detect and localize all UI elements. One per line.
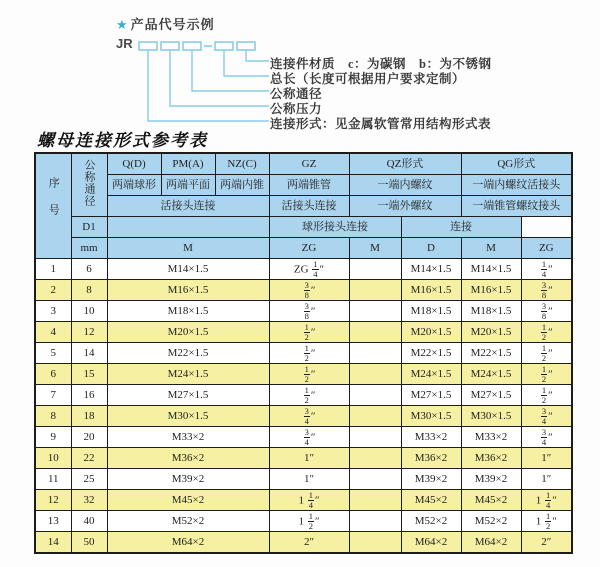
cell-qz-m xyxy=(349,343,401,364)
table-row xyxy=(35,532,572,554)
cell-qg-m: M52×2 xyxy=(461,511,521,532)
cell-gz-zg: ZG $\frac{1}{4}$ ″ xyxy=(269,259,349,280)
table-row xyxy=(35,301,572,322)
cell-qz-m xyxy=(349,469,401,490)
cell-dn: 20 xyxy=(71,427,107,448)
header-qg-zg: ZG xyxy=(521,238,572,259)
cell-qz-m xyxy=(349,259,401,280)
cell-gz-zg: 1″ xyxy=(269,469,349,490)
header-q-ends: 两端球形 xyxy=(107,175,161,196)
cell-gz-zg: $\frac{3}{8}$ ″ xyxy=(269,280,349,301)
header-gz-ends: 两端锥管 xyxy=(269,175,349,196)
header-empty-1 xyxy=(107,217,269,238)
cell-qz-d: M24×1.5 xyxy=(401,364,461,385)
cell-gz-zg: $\frac{3}{4}$ ″ xyxy=(269,406,349,427)
cell-qg-zg: 1″ xyxy=(521,469,572,490)
cell-qz-m xyxy=(349,511,401,532)
cell-qz-d: M20×1.5 xyxy=(401,322,461,343)
label-nominal-pressure: 公称压力 xyxy=(270,102,323,116)
cell-qg-zg: $\frac{1}{2}$ ″ xyxy=(521,385,572,406)
cell-qg-zg: $\frac{1}{2}$ ″ xyxy=(521,343,572,364)
table-row xyxy=(35,469,572,490)
cell-qz-d: M45×2 xyxy=(401,490,461,511)
cell-m: M22×1.5 xyxy=(107,343,269,364)
code-box-2 xyxy=(161,42,179,50)
cell-seq: 3 xyxy=(35,301,71,322)
table-row xyxy=(35,490,572,511)
star-icon: ★ xyxy=(116,17,129,32)
cell-qz-d: M33×2 xyxy=(401,427,461,448)
cell-qg-zg: $\frac{3}{8}$ ″ xyxy=(521,301,572,322)
cell-m: M20×1.5 xyxy=(107,322,269,343)
table-row xyxy=(35,343,572,364)
header-gz-connection: 活接头连接 xyxy=(269,196,349,217)
cell-qz-d: M30×1.5 xyxy=(401,406,461,427)
code-box-3 xyxy=(183,42,201,50)
cell-qz-d: M27×1.5 xyxy=(401,385,461,406)
cell-qz-d: M22×1.5 xyxy=(401,343,461,364)
cell-qg-m: M20×1.5 xyxy=(461,322,521,343)
table-row xyxy=(35,448,572,469)
header-qz-code: QZ形式 xyxy=(349,153,461,175)
cell-gz-zg: 1 $\frac{1}{4}$ ″ xyxy=(269,490,349,511)
cell-qz-m xyxy=(349,322,401,343)
cell-qz-m xyxy=(349,364,401,385)
cell-qz-m xyxy=(349,532,401,554)
cell-seq: 6 xyxy=(35,364,71,385)
cell-seq: 1 xyxy=(35,259,71,280)
header-qg-row2: 一端内螺纹活接头 xyxy=(461,175,572,196)
cell-qg-m: M45×2 xyxy=(461,490,521,511)
cell-qg-zg: $\frac{3}{4}$ ″ xyxy=(521,427,572,448)
cell-qg-zg: 1 $\frac{1}{2}$ ″ xyxy=(521,511,572,532)
label-total-length: 总长（长度可根据用户要求定制） xyxy=(270,72,466,86)
table-row xyxy=(35,385,572,406)
cell-qg-m: M39×2 xyxy=(461,469,521,490)
cell-dn: 10 xyxy=(71,301,107,322)
cell-qz-m xyxy=(349,280,401,301)
cell-dn: 22 xyxy=(71,448,107,469)
header-qz-row3: 一端外螺纹 xyxy=(349,196,461,217)
cell-gz-zg: 2″ xyxy=(269,532,349,554)
cell-gz-zg: $\frac{1}{2}$ ″ xyxy=(269,322,349,343)
cell-m: M52×2 xyxy=(107,511,269,532)
cell-dn: 8 xyxy=(71,280,107,301)
diagram-title xyxy=(116,14,215,33)
cell-seq: 10 xyxy=(35,448,71,469)
cell-qz-m xyxy=(349,490,401,511)
cell-qz-m xyxy=(349,427,401,448)
cell-qz-d: M36×2 xyxy=(401,448,461,469)
table-row xyxy=(35,322,572,343)
cell-qz-d: M14×1.5 xyxy=(401,259,461,280)
cell-m: M39×2 xyxy=(107,469,269,490)
cell-qg-m: M30×1.5 xyxy=(461,406,521,427)
cell-qg-zg: 2″ xyxy=(521,532,572,554)
code-prefix: JR xyxy=(116,36,133,51)
cell-qg-zg: $\frac{3}{8}$ ″ xyxy=(521,280,572,301)
cell-qg-zg: $\frac{1}{4}$ ″ xyxy=(521,259,572,280)
cell-m: M45×2 xyxy=(107,490,269,511)
cell-m: M64×2 xyxy=(107,532,269,554)
cell-qz-m xyxy=(349,301,401,322)
cell-qz-d: M64×2 xyxy=(401,532,461,554)
cell-gz-zg: 1″ xyxy=(269,448,349,469)
cell-qz-m xyxy=(349,406,401,427)
diagram-title-text: 产品代号示例 xyxy=(130,17,215,32)
cell-qz-d: M16×1.5 xyxy=(401,280,461,301)
header-pm-code: PM(A) xyxy=(161,153,215,175)
cell-gz-zg: $\frac{1}{2}$ ″ xyxy=(269,364,349,385)
header-qg-row3: 一端锥管螺纹接头 xyxy=(461,196,572,217)
header-qz-row2: 一端内螺纹 xyxy=(349,175,461,196)
cell-qz-d: M18×1.5 xyxy=(401,301,461,322)
cell-qg-zg: 1″ xyxy=(521,448,572,469)
cell-dn: 50 xyxy=(71,532,107,554)
cell-dn: 6 xyxy=(71,259,107,280)
cell-qg-zg: $\frac{1}{2}$ ″ xyxy=(521,364,572,385)
cell-qg-m: M36×2 xyxy=(461,448,521,469)
header-gz-code: GZ xyxy=(269,153,349,175)
cell-gz-zg: $\frac{3}{8}$ ″ xyxy=(269,301,349,322)
connector-pressure xyxy=(170,50,269,106)
cell-seq: 14 xyxy=(35,532,71,554)
header-seq: 序号 xyxy=(35,153,71,259)
cell-m: M14×1.5 xyxy=(107,259,269,280)
cell-seq: 13 xyxy=(35,511,71,532)
label-nominal-diameter: 公称通径 xyxy=(270,87,323,101)
header-zg-unit: ZG xyxy=(269,238,349,259)
cell-gz-zg: $\frac{3}{4}$ ″ xyxy=(269,427,349,448)
header-qz-row4: 球形接头连接 xyxy=(269,217,401,238)
header-mm: mm xyxy=(71,238,107,259)
cell-m: M33×2 xyxy=(107,427,269,448)
cell-dn: 32 xyxy=(71,490,107,511)
code-box-1 xyxy=(139,42,157,50)
code-box-5 xyxy=(237,42,255,50)
header-union-connection: 活接头连接 xyxy=(107,196,269,217)
cell-seq: 8 xyxy=(35,406,71,427)
label-connector-material: 连接件材质 c：为碳钢 b：为不锈钢 xyxy=(270,57,492,71)
table-row xyxy=(35,259,572,280)
cell-qz-m xyxy=(349,385,401,406)
cell-qz-m xyxy=(349,448,401,469)
header-qg-row4: 连接 xyxy=(401,217,521,238)
cell-seq: 11 xyxy=(35,469,71,490)
cell-gz-zg: $\frac{1}{2}$ ″ xyxy=(269,343,349,364)
table-row xyxy=(35,280,572,301)
header-d1: D1 xyxy=(71,217,107,238)
cell-qg-m: M22×1.5 xyxy=(461,343,521,364)
cell-qg-m: M14×1.5 xyxy=(461,259,521,280)
cell-m: M24×1.5 xyxy=(107,364,269,385)
label-connection-form: 连接形式：见金属软管常用结构形式表 xyxy=(270,117,492,131)
code-box-4 xyxy=(215,42,233,50)
header-qz-m: M xyxy=(349,238,401,259)
cell-qg-zg: $\frac{3}{4}$ ″ xyxy=(521,406,572,427)
cell-gz-zg: 1 $\frac{1}{2}$ ″ xyxy=(269,511,349,532)
cell-dn: 15 xyxy=(71,364,107,385)
header-pm-ends: 两端平面 xyxy=(161,175,215,196)
cell-qg-m: M27×1.5 xyxy=(461,385,521,406)
header-qg-m: M xyxy=(461,238,521,259)
nut-connection-table xyxy=(34,152,573,554)
cell-m: M30×1.5 xyxy=(107,406,269,427)
code-connector-lines xyxy=(131,40,276,128)
cell-qg-m: M64×2 xyxy=(461,532,521,554)
cell-qg-m: M24×1.5 xyxy=(461,364,521,385)
cell-qz-d: M39×2 xyxy=(401,469,461,490)
cell-dn: 12 xyxy=(71,322,107,343)
cell-dn: 18 xyxy=(71,406,107,427)
header-m-unit: M xyxy=(107,238,269,259)
table-row xyxy=(35,406,572,427)
cell-qg-m: M33×2 xyxy=(461,427,521,448)
cell-dn: 40 xyxy=(71,511,107,532)
cell-seq: 4 xyxy=(35,322,71,343)
cell-seq: 12 xyxy=(35,490,71,511)
header-qz-d: D xyxy=(401,238,461,259)
cell-m: M36×2 xyxy=(107,448,269,469)
cell-dn: 14 xyxy=(71,343,107,364)
header-qg-code: QG形式 xyxy=(461,153,572,175)
table-row xyxy=(35,427,572,448)
cell-qg-m: M18×1.5 xyxy=(461,301,521,322)
connector-diameter xyxy=(192,50,269,91)
cell-qg-zg: 1 $\frac{1}{4}$ ″ xyxy=(521,490,572,511)
cell-gz-zg: $\frac{1}{2}$ ″ xyxy=(269,385,349,406)
table-header xyxy=(35,153,572,259)
header-q-code: Q(D) xyxy=(107,153,161,175)
cell-m: M18×1.5 xyxy=(107,301,269,322)
cell-m: M16×1.5 xyxy=(107,280,269,301)
cell-qz-d: M52×2 xyxy=(401,511,461,532)
connector-material xyxy=(246,50,269,61)
header-nz-code: NZ(C) xyxy=(215,153,269,175)
header-nominal-diameter: 公称通径 xyxy=(71,153,107,217)
cell-qg-zg: $\frac{1}{2}$ ″ xyxy=(521,322,572,343)
cell-qg-m: M16×1.5 xyxy=(461,280,521,301)
header-nz-ends: 两端内锥 xyxy=(215,175,269,196)
cell-dn: 16 xyxy=(71,385,107,406)
cell-seq: 9 xyxy=(35,427,71,448)
cell-m: M27×1.5 xyxy=(107,385,269,406)
cell-dn: 25 xyxy=(71,469,107,490)
table-title: 螺母连接形式参考表 xyxy=(37,131,208,150)
cell-seq: 7 xyxy=(35,385,71,406)
table-row xyxy=(35,364,572,385)
cell-seq: 2 xyxy=(35,280,71,301)
table-row xyxy=(35,511,572,532)
table-body xyxy=(35,259,572,554)
cell-seq: 5 xyxy=(35,343,71,364)
